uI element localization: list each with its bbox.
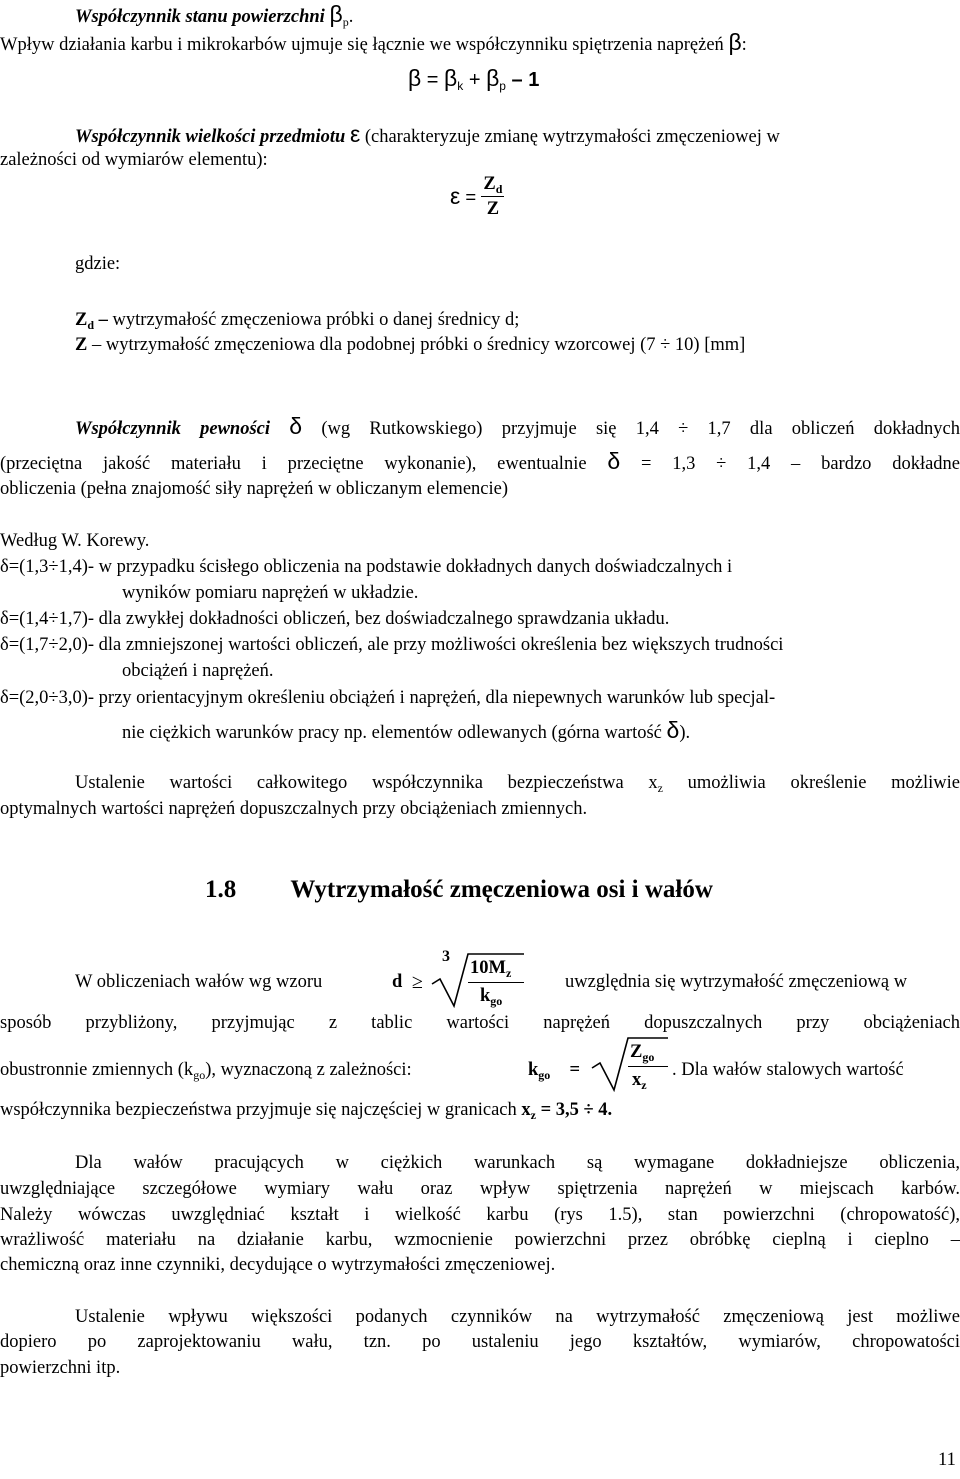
korewa-item-1: δ=(1,3÷1,4)- w przypadku ścisłego obliczenia na podstawie dokładnych danych doświadczalnych i	[0, 557, 733, 577]
korewa-item-4: δ=(2,0÷3,0)- przy orientacyjnym określeniu obciążeń i naprężeń, dla niepewnych warunków lub specjal-	[0, 688, 776, 708]
kgo-lhs: $k_{go}$ =	[528, 1060, 581, 1082]
safety-coefficient-line-3: obliczenia (pełna znajomość siły naprężeń w obliczanym elemencie)	[0, 479, 509, 499]
shaft-line-3-post: . Dla wałów stalowych wartość	[672, 1060, 904, 1080]
gdzie-label: gdzie:	[75, 254, 121, 274]
notch-influence-line: Wpływ działania karbu i mikrokarbów ujmuje się łącznie we współczynniku spiętrzenia naprężeń β:	[0, 29, 747, 55]
definition-z: Z – wytrzymałość zmęczeniowa dla podobnej próbki o średnicy wzorcowej (7 ÷ 10) [mm]	[75, 335, 746, 355]
epsilon-formula: ε = $\frac{Z_d}{Z}$	[450, 174, 503, 219]
shaft-line-2: sposób przybliżony, przyjmując z tablic wartości naprężeń dopuszczalnych przy obciążeniach	[0, 1013, 960, 1033]
paragraph-1-line-3: Należy wówczas uwzględniać kształt i wielkość karbu (rys 1.5), stan powierzchni (chropowatość),	[0, 1205, 960, 1225]
korewa-item-3: δ=(1,7÷2,0)- dla zmniejszonej wartości obliczeń, ale przy możliwości określenia bez większych trudności	[0, 635, 784, 655]
shaft-line-3-pre: obustronnie zmiennych $(k_{go})$, wyznaczoną z zależności:	[0, 1060, 412, 1082]
beta-formula: $\beta = \beta_k + \beta_p - 1$	[408, 65, 540, 93]
paragraph-2-line-1: Ustalenie wpływu większości podanych czynników na wytrzymałość zmęczeniową jest możliwe	[75, 1307, 960, 1327]
shaft-line-4: współczynnika bezpieczeństwa przyjmuje się najczęściej w granicach $x_z = 3,5 \div 4$.	[0, 1100, 613, 1122]
page-number: 11	[938, 1450, 956, 1470]
shaft-diameter-formula: d ≥ 3 $10M_z$ $k_{go}$	[390, 944, 550, 1010]
epsilon-fraction: $\frac{Z_d}{Z}$	[483, 174, 503, 219]
paragraph-1-line-2: uwzględniające szczegółowe wymiary wału oraz wpływ spiętrzenia naprężeń w miejscach karbów.	[0, 1179, 960, 1199]
section-heading: 1.8 Wytrzymałość zmęczeniowa osi i wałów	[205, 876, 713, 903]
paragraph-1-line-5: chemiczną oraz inne czynniki, decydujące o wytrzymałości zmęczeniowej.	[0, 1255, 556, 1275]
shaft-formula-intro: W obliczeniach wałów wg wzoru	[75, 972, 323, 992]
paragraph-2-line-2: dopiero po zaprojektowaniu wału, tzn. po ustaleniu jego kształtów, wymiarów, chropowatości	[0, 1332, 960, 1352]
korewa-header: Według W. Korewy.	[0, 531, 150, 551]
korewa-item-2: δ=(1,4÷1,7)- dla zwykłej dokładności obliczeń, bez doświadczalnego sprawdzania układu.	[0, 609, 670, 629]
overall-safety-line-2: optymalnych wartości naprężeń dopuszczalnych przy obciążeniach zmiennych.	[0, 799, 588, 819]
korewa-item-4-cont: nie ciężkich warunków pracy np. elementów odlewanych (górna wartość δ).	[122, 717, 691, 743]
fraction-bar	[468, 982, 524, 983]
size-coefficient-line: Współczynnik wielkości przedmiotu ε (charakteryzuje zmianę wytrzymałości zmęczeniowej w	[75, 121, 780, 147]
paragraph-1-line-4: wrażliwość materiału na działanie karbu, wzmocnienie powierzchni przez obróbkę cieplną i cieplno –	[0, 1230, 960, 1250]
paragraph-2-line-3: powierzchni itp.	[0, 1358, 121, 1378]
fraction-bar-2	[628, 1066, 668, 1067]
korewa-item-1-cont: wyników pomiaru naprężeń w układzie.	[122, 583, 419, 603]
safety-coefficient-line-1: Współczynnik pewności δ (wg Rutkowskiego) przyjmuje się 1,4 ÷ 1,7 dla obliczeń dokładnych	[75, 413, 960, 439]
size-coefficient-line-2: zależności od wymiarów elementu):	[0, 150, 268, 170]
overall-safety-line-1: Ustalenie wartości całkowitego współczynnika bezpieczeństwa $x_z$ umożliwia określenie możliwie	[75, 773, 960, 795]
definition-zd: $Z_d$ – wytrzymałość zmęczeniowa próbki o danej średnicy d;	[75, 310, 520, 332]
korewa-item-3-cont: obciążeń i naprężeń.	[122, 661, 274, 681]
shaft-formula-post: uwzględnia się wytrzymałość zmęczeniową w	[565, 972, 908, 992]
kgo-root-formula: $Z_{go}$ $x_z$	[590, 1030, 670, 1094]
safety-coefficient-line-2: (przeciętna jakość materiału i przeciętne wykonanie), ewentualnie δ = 1,3 ÷ 1,4 – bardzo dokładne	[0, 448, 960, 474]
paragraph-1-line-1: Dla wałów pracujących w ciężkich warunkach są wymagane dokładniejsze obliczenia,	[75, 1153, 960, 1173]
surface-coefficient-title: Współczynnik stanu powierzchni $\beta_p$.	[75, 1, 354, 29]
